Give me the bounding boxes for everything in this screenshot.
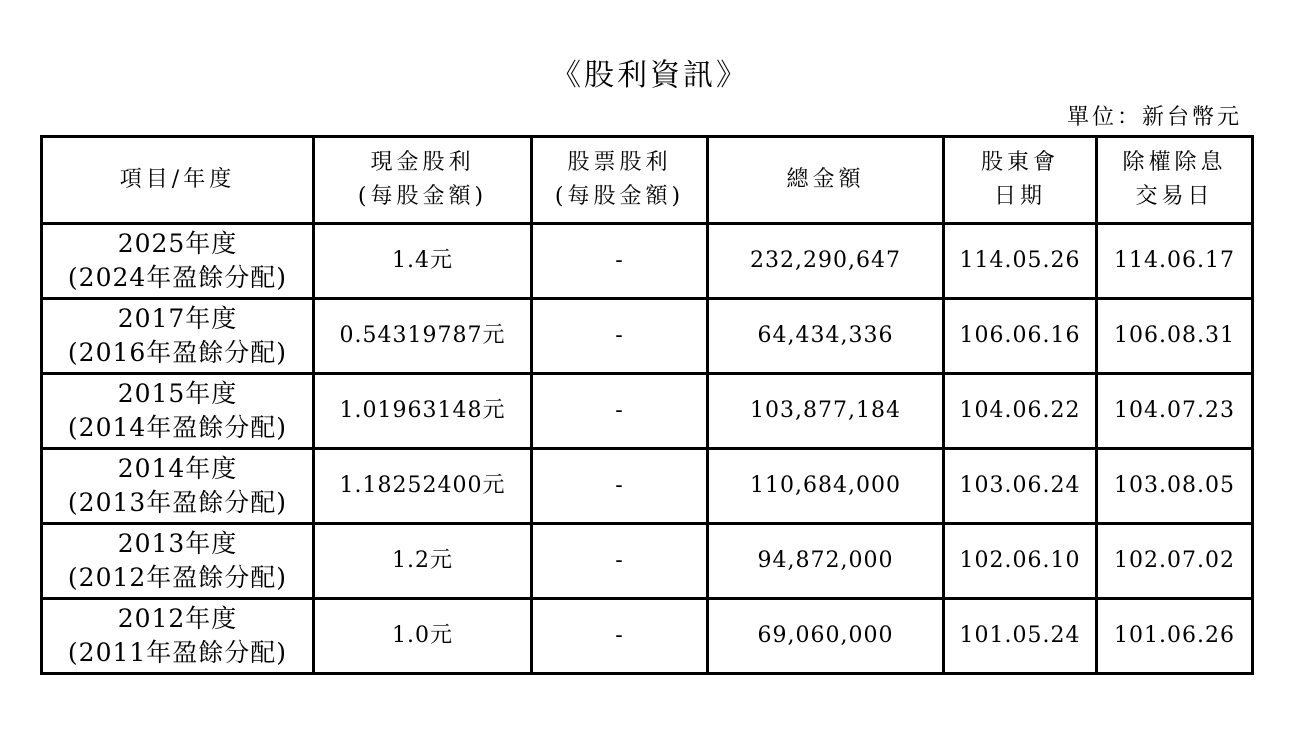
year-cell [42,524,314,599]
header-stock-dividend [532,137,708,224]
table-row [42,224,1253,299]
dividend-table [40,135,1254,675]
meeting-date-cell: 104.06.22 [944,374,1097,449]
header-sublabel: 交易日 [1135,184,1214,209]
cash-dividend-cell: 1.2元 [314,524,532,599]
header-label: 總金額 [786,167,865,192]
fiscal-year: 2015年度 [117,379,238,408]
total-amount-cell: 232,290,647 [708,224,944,299]
stock-dividend-cell: - [532,224,708,299]
ex-dividend-date-cell: 102.07.02 [1097,524,1253,599]
stock-dividend-cell: - [532,299,708,374]
table-row [42,374,1253,449]
total-amount-cell: 103,877,184 [708,374,944,449]
header-total-amount [708,137,944,224]
header-item-year [42,137,314,224]
meeting-date-cell: 114.05.26 [944,224,1097,299]
header-sublabel: (每股金額) [554,184,685,209]
header-label: 現金股利 [370,150,475,175]
distribution-note: (2016年盈餘分配) [67,338,288,367]
ex-dividend-date-cell: 106.08.31 [1097,299,1253,374]
distribution-note: (2012年盈餘分配) [67,563,288,592]
cash-dividend-cell: 1.01963148元 [314,374,532,449]
fiscal-year: 2025年度 [117,229,238,258]
year-cell [42,599,314,674]
distribution-note: (2011年盈餘分配) [67,638,288,667]
stock-dividend-cell: - [532,374,708,449]
meeting-date-cell: 106.06.16 [944,299,1097,374]
stock-dividend-cell: - [532,599,708,674]
ex-dividend-date-cell: 103.08.05 [1097,449,1253,524]
ex-dividend-date-cell: 104.07.23 [1097,374,1253,449]
fiscal-year: 2014年度 [117,454,238,483]
year-cell [42,374,314,449]
meeting-date-cell: 103.06.24 [944,449,1097,524]
header-label: 項目/年度 [119,167,236,192]
header-ex-dividend-date [1097,137,1253,224]
currency-unit-label: 單位：新台幣元 [1066,105,1242,130]
meeting-date-cell: 101.05.24 [944,599,1097,674]
stock-dividend-cell: - [532,524,708,599]
cash-dividend-cell: 1.18252400元 [314,449,532,524]
distribution-note: (2014年盈餘分配) [67,413,288,442]
distribution-note: (2024年盈餘分配) [67,263,288,292]
fiscal-year: 2017年度 [117,304,238,333]
cash-dividend-cell: 0.54319787元 [314,299,532,374]
meeting-date-cell: 102.06.10 [944,524,1097,599]
ex-dividend-date-cell: 114.06.17 [1097,224,1253,299]
header-sublabel: (每股金額) [357,184,488,209]
page-title: 《股利資訊》 [551,58,749,93]
header-sublabel: 日期 [993,184,1046,209]
year-cell [42,224,314,299]
total-amount-cell: 110,684,000 [708,449,944,524]
table-row [42,299,1253,374]
year-cell [42,449,314,524]
table-header-row [42,137,1253,224]
total-amount-cell: 64,434,336 [708,299,944,374]
table-row [42,599,1253,674]
header-meeting-date [944,137,1097,224]
ex-dividend-date-cell: 101.06.26 [1097,599,1253,674]
cash-dividend-cell: 1.0元 [314,599,532,674]
stock-dividend-cell: - [532,449,708,524]
cash-dividend-cell: 1.4元 [314,224,532,299]
table-row [42,449,1253,524]
table-row [42,524,1253,599]
header-label: 除權除息 [1122,150,1227,175]
distribution-note: (2013年盈餘分配) [67,488,288,517]
total-amount-cell: 69,060,000 [708,599,944,674]
fiscal-year: 2013年度 [117,529,238,558]
header-label: 股東會 [980,150,1059,175]
year-cell [42,299,314,374]
header-label: 股票股利 [567,150,672,175]
header-cash-dividend [314,137,532,224]
fiscal-year: 2012年度 [117,604,238,633]
total-amount-cell: 94,872,000 [708,524,944,599]
